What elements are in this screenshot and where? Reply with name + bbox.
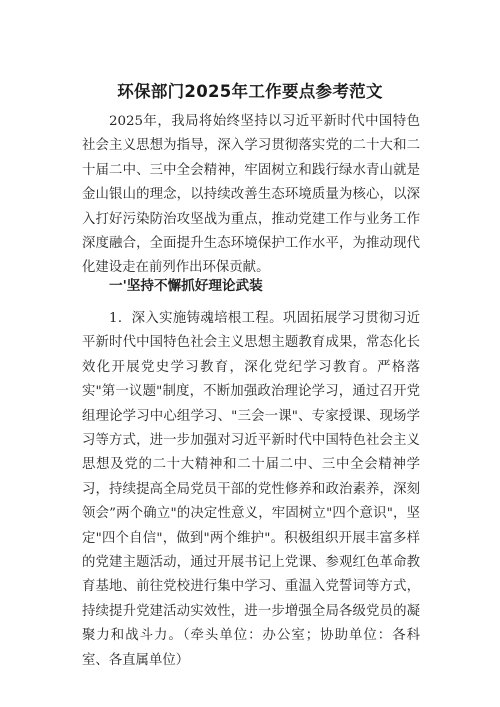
section-item-paragraph: 1．深入实施铸魂培根工程。巩固拓展学习贯彻习近平新时代中国特色社会主义思想主题教育成果，常态化长效化开展党史学习教育，深化党纪学习教育。严格落实"第一议题"制度，不断加强政治理论学习，通过召开党组理论学习中心组学习、"三会一课"、专家授课、现场学习等方式，进一步加强对习近平新时代中国特色社会主义思想及党的二十大精神和二十届二中、三中全会精神学习，持续提高全局党员干部的党性修养和政治素养，深刻领会”两个确立"的决定性意义，牢固树立"四个意识"，坚定"四个自信"，做到"两个维护"。积极组织开展丰富多样的党建主题活动，通过开展书记上党课、参观红色革命教育基地、前往党校进行集中学习、重温入党誓词等方式，持续提升党建活动实效性，进一步增强全局各级党员的凝聚力和战斗力。（牵头单位：办公室；协助单位：各科室、各直属单位） — [82, 311, 420, 668]
section-heading: 一'坚持不懈抓好理论武装 — [109, 278, 263, 294]
document-title: 环保部门2025年工作要点参考范文 — [117, 82, 383, 101]
intro-paragraph: 2025年，我局将始终坚持以习近平新时代中国特色社会主义思想为指导，深入学习贯彻落实党的二十大和二十届二中、三中全会精神，牢固树立和践行绿水青山就是金山银山的理念，以持续改善生态环境质量为核心，以深入打好污染防治攻坚战为重点，推动党建工作与业务工作深度融合，全面提升生态环境保护工作水平，为推动现代化建设走在前列作出环保贡献。 — [82, 114, 420, 276]
